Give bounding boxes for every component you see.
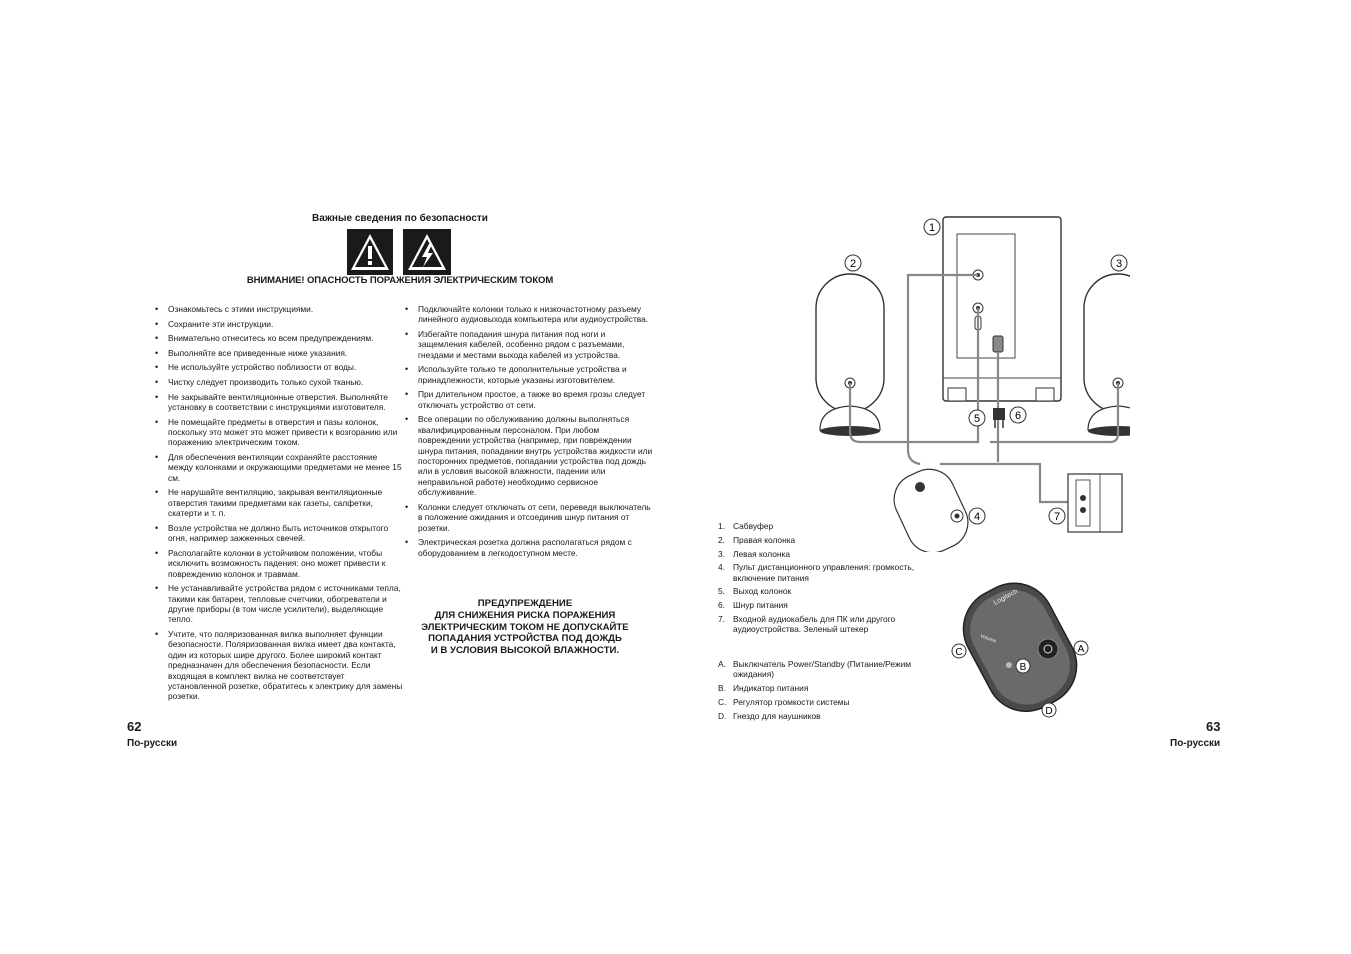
list-item: • Используйте только те дополнительные устройства и принадлежности, которые указаны изготовителем. bbox=[403, 364, 653, 385]
language-label-left: По-русски bbox=[127, 738, 178, 749]
callout-7 bbox=[1049, 508, 1065, 524]
list-item: • Выполняйте все приведенные ниже указания. bbox=[153, 348, 403, 358]
list-item: • Не помещайте предметы в отверстия и пазы колонок, поскольку это может это может привести к возгоранию или поражению электрическим током. bbox=[153, 417, 403, 448]
callout-2 bbox=[845, 255, 861, 271]
callout-5 bbox=[969, 410, 985, 426]
speaker-connection-diagram bbox=[780, 212, 1130, 552]
list-item: • Не устанавливайте устройства рядом с источниками тепла, такими как батареи, тепловые счетчики, обогреватели и другие приборы (в том числе усилители), выделяющие тепло. bbox=[153, 583, 403, 625]
svg-text:A: A bbox=[1077, 644, 1085, 655]
svg-text:C: C bbox=[955, 647, 963, 658]
lightning-warning-icon bbox=[403, 229, 451, 275]
svg-text:6: 6 bbox=[1014, 410, 1022, 422]
list-item: • Не закрывайте вентиляционные отверстия. Выполняйте установку в соответствии с инструкциями изготовителя. bbox=[153, 392, 403, 413]
list-item: 7. Входной аудиокабель для ПК или другого аудиоустройства. Зеленый штекер bbox=[718, 613, 896, 635]
list-item: • При длительном простое, а также во время грозы следует отключать устройство от сети. bbox=[403, 389, 653, 410]
warning-line: ПРЕДУПРЕЖДЕНИЕ bbox=[477, 598, 573, 609]
callout-4 bbox=[969, 508, 985, 524]
list-item: • Все операции по обслуживанию должны выполняться квалифицированным персоналом. При любом повреждении устройства (например, при повреждении шнура питания, попадании внутрь устройства жидкости или посторонних предметов, попадании устройства под дождь или в условия высокой влажности, падении или неправильной работе) необходимо сервисное обслуживание. bbox=[403, 414, 653, 497]
list-item: 6. Шнур питания bbox=[718, 600, 788, 611]
list-item: • Не используйте устройство поблизости от воды. bbox=[153, 362, 403, 372]
svg-text:5: 5 bbox=[973, 413, 981, 425]
list-item: 3. Левая колонка bbox=[718, 548, 791, 559]
warning-line: ДЛЯ СНИЖЕНИЯ РИСКА ПОРАЖЕНИЯ bbox=[434, 609, 616, 621]
component-list bbox=[718, 521, 938, 638]
list-item: • Сохраните эти инструкции. bbox=[153, 319, 403, 329]
callout-1 bbox=[924, 219, 940, 235]
callout-b bbox=[1016, 659, 1030, 673]
page-number-right: 63 bbox=[1206, 719, 1221, 734]
warning-line: И В УСЛОВИЯ ВЫСОКОЙ ВЛАЖНОСТИ. bbox=[430, 645, 620, 657]
subwoofer-illustration bbox=[943, 217, 1061, 401]
rain-moisture-warning bbox=[410, 598, 640, 657]
list-item: • Подключайте колонки только к низкочастотному разъему линейного аудиовыхода компьютера или аудиоустройства. bbox=[403, 304, 653, 325]
safety-title: Важные сведения по безопасности bbox=[312, 213, 488, 224]
list-item: 4. Пульт дистанционного управления: громкость, включение питания bbox=[718, 562, 915, 583]
callout-6 bbox=[1010, 407, 1026, 423]
language-label-right: По-русски bbox=[1170, 738, 1221, 749]
list-item: D. Гнездо для наушников bbox=[718, 710, 821, 721]
list-item: C. Регулятор громкости системы bbox=[718, 696, 850, 707]
svg-text:B: B bbox=[1019, 662, 1027, 673]
list-item: • Внимательно отнеситесь ко всем предупреждениям. bbox=[153, 333, 403, 343]
warning-line: ЭЛЕКТРИЧЕСКИМ ТОКОМ НЕ ДОПУСКАЙТЕ bbox=[421, 621, 629, 633]
electric-shock-warning-heading: ВНИМАНИЕ! ОПАСНОСТЬ ПОРАЖЕНИЯ ЭЛЕКТРИЧЕСКИМ ТОКОМ bbox=[246, 275, 554, 286]
list-item: • Располагайте колонки в устойчивом положении, чтобы исключить возможность падения: оно может привести к повреждению колонок и травмам. bbox=[153, 548, 403, 579]
list-item: A. Выключатель Power/Standby (Питание/Режим ожидания) bbox=[718, 659, 911, 680]
list-item: 2. Правая колонка bbox=[718, 534, 796, 545]
list-item: • Избегайте попадания шнура питания под ноги и защемления кабелей, особенно рядом с разъемами, гнездами и местами выхода кабелей из устройства. bbox=[403, 329, 653, 360]
warning-signs bbox=[347, 229, 451, 275]
remote-volume-text: Volume bbox=[979, 633, 998, 645]
page-number-left: 62 bbox=[127, 719, 142, 734]
pc-audio-panel-illustration bbox=[1068, 474, 1122, 532]
list-item: • Учтите, что поляризованная вилка выполняет функции безопасности. Поляризованная вилка имеет два контакта, один из которых шире другого. Более широкий контакт предназначен для обеспечения безопасности. Если входящая в комплект вилка не соответствует установленной розетке, обратитесь к электрику для замены розетки. bbox=[153, 629, 403, 702]
list-item: • Для обеспечения вентиляции сохраняйте расстояние между колонками и окружающими предметами не менее 15 см. bbox=[153, 452, 403, 483]
svg-text:7: 7 bbox=[1053, 511, 1061, 523]
list-item: 5. Выход колонок bbox=[718, 586, 792, 597]
list-item: • Не нарушайте вентиляцию, закрывая вентиляционные отверстия такими предметами как газеты, салфетки, скатерти и т. п. bbox=[153, 487, 403, 518]
svg-text:2: 2 bbox=[849, 258, 857, 270]
warning-line: ПОПАДАНИЯ УСТРОЙСТВА ПОД ДОЖДЬ bbox=[428, 633, 622, 645]
safety-list-column-2 bbox=[403, 304, 653, 562]
list-item: • Возле устройства не должно быть источников открытого огня, например зажженных свечей. bbox=[153, 523, 403, 544]
list-item: • Колонки следует отключать от сети, переведя выключатель в положение ожидания и отсоединив шнур питания от розетки. bbox=[403, 502, 653, 533]
list-item: • Ознакомьтесь с этими инструкциями. bbox=[153, 304, 403, 314]
svg-text:4: 4 bbox=[973, 511, 981, 523]
svg-text:1: 1 bbox=[928, 222, 936, 234]
list-item: • Электрическая розетка должна располагаться рядом с оборудованием в легкодоступном месте. bbox=[403, 537, 653, 558]
safety-list-column-1 bbox=[153, 304, 403, 706]
callout-a bbox=[1074, 641, 1088, 655]
remote-controls-list bbox=[718, 659, 938, 724]
list-item: 1. Сабвуфер bbox=[718, 521, 774, 531]
left-speaker-illustration bbox=[1084, 274, 1130, 436]
callout-c bbox=[952, 644, 966, 658]
callout-3 bbox=[1111, 255, 1127, 271]
svg-text:D: D bbox=[1045, 706, 1053, 717]
list-item: B. Индикатор питания bbox=[718, 683, 809, 693]
remote-brand-text: Logitech bbox=[992, 588, 1020, 607]
list-item: • Чистку следует производить только сухой тканью. bbox=[153, 377, 403, 387]
exclamation-warning-icon bbox=[347, 229, 393, 275]
svg-text:3: 3 bbox=[1115, 258, 1123, 270]
callout-d bbox=[1042, 703, 1056, 717]
remote-control-detail bbox=[945, 575, 1095, 720]
